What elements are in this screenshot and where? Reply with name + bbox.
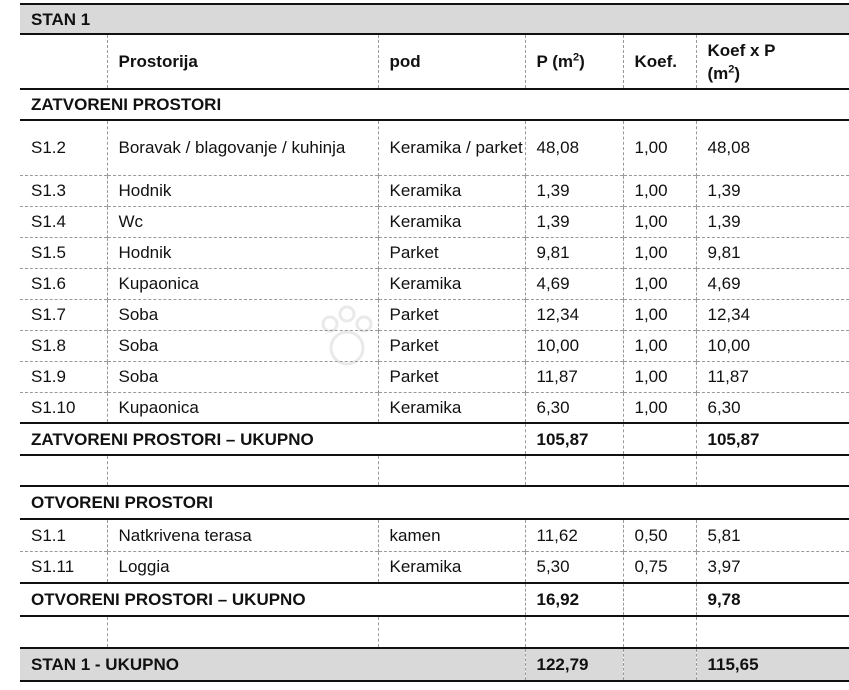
cell-coefp: 10,00 [696,330,849,361]
section-row-closed [20,89,849,120]
grand-total-row [20,648,849,681]
cell-coef: 0,75 [623,551,696,583]
grand-total-area: 122,79 [525,648,623,681]
header-area-text: P (m [536,52,574,71]
cell-id: S1.10 [31,397,76,417]
cell-id: S1.2 [31,138,66,158]
cell-area: 5,30 [525,551,623,583]
table-row [20,175,849,206]
cell-coef: 1,00 [623,330,696,361]
cell-coef: 1,00 [623,175,696,206]
header-coefp-text: (m [707,63,729,83]
cell-room: Loggia [107,551,378,583]
table-row [20,120,849,175]
cell-coef: 1,00 [623,237,696,268]
open-total-coef [623,583,696,616]
table-row [20,392,849,423]
header-id [20,34,107,89]
section-label-open: OTVORENI PROSTORI [31,493,213,512]
cell-coefp: 3,97 [696,551,849,583]
cell-coefp: 9,81 [696,237,849,268]
cell-area: 1,39 [525,175,623,206]
grand-total-coefp: 115,65 [696,648,849,681]
header-coef: Koef. [623,34,696,89]
cell-room: Hodnik [107,237,378,268]
open-total-coefp: 9,78 [696,583,849,616]
cell-room: Wc [107,206,378,237]
section-label-closed: ZATVORENI PROSTORI [31,95,222,114]
table-row [20,551,849,583]
cell-area: 6,30 [525,392,623,423]
closed-total-coefp: 105,87 [696,423,849,455]
cell-coef: 1,00 [623,361,696,392]
header-floor: pod [378,34,525,89]
cell-floor: Keramika [378,268,525,299]
cell-coef: 1,00 [623,120,696,175]
grand-total-label: STAN 1 - UKUPNO [20,648,525,681]
cell-area: 10,00 [525,330,623,361]
cell-floor: Keramika / parket [378,120,525,175]
header-row [20,34,849,89]
open-total-row [20,583,849,616]
cell-coef: 1,00 [623,206,696,237]
table-row [20,330,849,361]
open-total-label: OTVORENI PROSTORI – UKUPNO [31,590,306,609]
cell-id: S1.9 [31,367,66,386]
cell-room: Hodnik [107,175,378,206]
cell-floor: Parket [378,299,525,330]
cell-id: S1.11 [31,557,75,577]
cell-area: 11,62 [525,519,623,551]
header-room: Prostorija [107,34,378,89]
open-total-area: 16,92 [525,583,623,616]
header-coefp-exp: 2 [728,62,735,75]
cell-id: S1.8 [31,336,66,355]
header-coefp-line1: Koef x P [707,40,776,60]
closed-total-area: 105,87 [525,423,623,455]
cell-id: S1.1 [31,525,66,545]
cell-id: S1.4 [31,212,66,231]
cell-room: Kupaonica [107,392,378,423]
closed-total-label: ZATVORENI PROSTORI – UKUPNO [31,429,314,449]
header-area [525,34,623,89]
table-row [20,206,849,237]
cell-coef: 1,00 [623,268,696,299]
cell-area: 11,87 [525,361,623,392]
closed-total-coef [623,423,696,455]
closed-total-row [20,423,849,455]
cell-floor: Keramika [378,392,525,423]
table-title-row [20,4,849,34]
cell-area: 1,39 [525,206,623,237]
header-area-suffix: ) [579,52,585,71]
section-row-open [20,486,849,519]
cell-coef: 1,00 [623,299,696,330]
table-row [20,237,849,268]
cell-floor: Keramika [378,551,525,583]
table-title: STAN 1 [20,4,849,34]
cell-coefp: 4,69 [696,268,849,299]
area-table [20,3,849,682]
header-area-exp: 2 [573,51,580,64]
table-row [20,268,849,299]
grand-total-coef [623,648,696,681]
cell-floor: Keramika [378,175,525,206]
cell-room: Natkrivena terasa [107,519,378,551]
cell-floor: kamen [378,519,525,551]
cell-coefp: 5,81 [696,519,849,551]
table-row [20,299,849,330]
cell-floor: Keramika [378,206,525,237]
cell-coef: 1,00 [623,392,696,423]
cell-id: S1.7 [31,305,66,324]
table-row [20,361,849,392]
cell-floor: Parket [378,330,525,361]
cell-area: 48,08 [525,120,623,175]
cell-coefp: 12,34 [696,299,849,330]
cell-area: 9,81 [525,237,623,268]
header-coefp [696,34,849,89]
cell-room: Soba [107,361,378,392]
header-coefp-suffix: ) [734,63,741,83]
cell-coefp: 6,30 [696,392,849,423]
cell-room: Soba [107,330,378,361]
cell-floor: Parket [378,361,525,392]
table-row [20,519,849,551]
cell-coefp: 1,39 [696,175,849,206]
cell-room: Soba [107,299,378,330]
spacer-row [20,616,849,648]
cell-id: S1.3 [31,181,66,200]
cell-id: S1.6 [31,274,66,293]
cell-area: 12,34 [525,299,623,330]
cell-area: 4,69 [525,268,623,299]
cell-room: Boravak / blagovanje / kuhinja [107,120,378,175]
cell-coefp: 11,87 [696,361,849,392]
cell-coefp: 1,39 [696,206,849,237]
cell-coef: 0,50 [623,519,696,551]
spacer-row [20,455,849,486]
cell-room: Kupaonica [107,268,378,299]
cell-floor: Parket [378,237,525,268]
cell-id: S1.5 [31,243,66,262]
cell-coefp: 48,08 [696,120,849,175]
